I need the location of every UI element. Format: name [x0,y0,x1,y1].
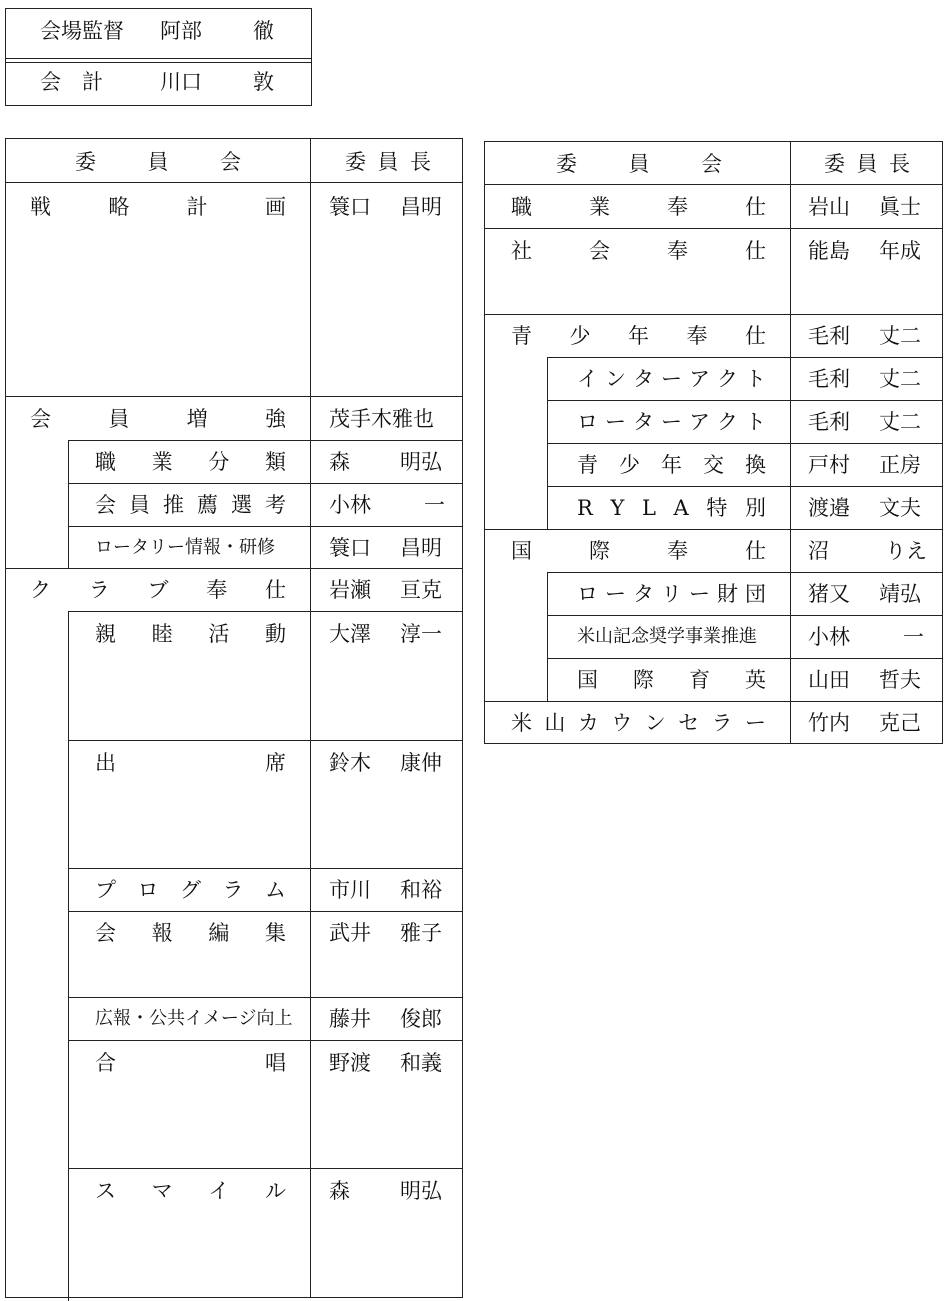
left-row-line [68,1040,463,1041]
staff-surname-venue: 阿部 [160,19,202,43]
right-row-line [547,615,943,616]
left-table [5,138,463,1298]
committee-name: 会 員 推 薦 選 考 [95,493,286,517]
staff-given-treasurer: 敦 [253,70,274,94]
right-row-line [547,486,943,487]
chair-surname: 市川 [329,878,371,902]
committee-name: 青 少 年 交 換 [577,453,766,477]
chair-surname: 野渡 [329,1051,371,1075]
left-header-line [5,182,463,183]
chair-given: 淳一 [400,622,442,646]
committee-name: 戦 略 計 画 [30,195,286,219]
right-row-line [484,314,943,315]
chair-given: 正房 [879,453,921,477]
chair-surname: 森 [329,1179,350,1203]
chair-given: 和義 [400,1051,442,1075]
staff-role-treasurer: 会 計 [40,70,103,94]
left-row-line [68,483,463,484]
committee-name: 青 少 年 奉 仕 [511,324,766,348]
chair-surname: 小林 [808,625,850,649]
committee-name: 国 際 育 英 [577,668,766,692]
chair-surname: 鈴木 [329,751,371,775]
right-row-line [547,658,943,659]
chair-surname: 山田 [808,668,850,692]
chair-given: 明弘 [400,450,442,474]
chair-given: 雅子 [400,921,442,945]
chair-surname: 沼 [808,539,829,563]
committee-name: 国 際 奉 仕 [511,539,766,563]
left-row-line [68,1168,463,1169]
chair-surname: 竹内 [808,711,850,735]
chair-surname: 藤井 [329,1007,371,1031]
committee-name: ロ ー タ リ ー 財 団 [577,582,766,606]
left-row-line [5,568,463,569]
left-chair-col-line [310,138,311,1298]
left-row-line [68,997,463,998]
staff-surname-treasurer: 川口 [160,70,202,94]
committee-name: 会 員 増 強 [30,407,286,431]
chair-surname: 小林 [329,493,371,517]
staff-divider-2 [5,62,312,63]
chair-surname: 能島 [808,239,850,263]
staff-divider [5,58,312,59]
committee-name: 合 唱 [95,1051,286,1075]
chair-surname: 大澤 [329,622,371,646]
chair-given: 年成 [879,239,921,263]
chair-given: 康伸 [400,751,442,775]
chair-surname: 武井 [329,921,371,945]
chair-given: 丈二 [879,324,921,348]
right-header-committee: 委 員 会 [556,152,722,176]
chair-surname: 毛利 [808,324,850,348]
left-header-committee: 委 員 会 [75,150,241,174]
committee-name: 社 会 奉 仕 [511,239,766,263]
staff-role-venue: 会場監督 [40,19,124,43]
chair-surname: 簑口 [329,195,371,219]
chair-given: 一 [424,493,445,517]
committee-name: ロ ー タ ー ア ク ト [577,410,766,434]
committee-name: 職 業 分 類 [95,450,286,474]
committee-name: R Y L A 特 別 [577,496,766,520]
chair-given: りえ [885,539,927,563]
left-sub-indent-line-1 [68,440,69,568]
committee-name: イ ン タ ー ア ク ト [577,367,766,391]
committee-name: ロータリー情報・研修 [95,537,275,558]
committee-name: 米山記念奨学事業推進 [577,626,757,647]
right-row-line [547,400,943,401]
right-row-line [484,529,943,530]
chair-fullname: 茂手木雅也 [329,407,434,431]
staff-given-venue: 徹 [253,19,274,43]
right-row-line [484,228,943,229]
committee-name: 職 業 奉 仕 [511,195,766,219]
chair-given: 昌明 [400,195,442,219]
left-header-chair: 委 員 長 [345,150,431,174]
left-row-line [68,740,463,741]
right-header-line [484,184,943,185]
chair-given: 昌明 [400,536,442,560]
committee-name: 広報・公共イメージ向上 [95,1008,293,1029]
right-row-line [547,443,943,444]
chair-given: 丈二 [879,367,921,391]
chair-given: 一 [903,625,924,649]
left-row-line [68,526,463,527]
left-row-line [5,396,463,397]
committee-name: ク ラ ブ 奉 仕 [30,578,286,602]
committee-name: プ ロ グ ラ ム [95,878,286,902]
chair-surname: 簑口 [329,536,371,560]
left-sub-indent-line-2 [68,611,69,1301]
left-row-line [68,611,463,612]
chair-given: 明弘 [400,1179,442,1203]
committee-name: 米 山 カ ウ ン セ ラ ー [511,711,766,735]
right-sub-indent-line-2 [547,572,548,702]
left-row-line [68,868,463,869]
left-row-line [68,440,463,441]
committee-name: 親 睦 活 動 [95,622,286,646]
committee-name: 会 報 編 集 [95,921,286,945]
left-row-line [68,911,463,912]
right-row-line [547,572,943,573]
chair-given: 克己 [879,711,921,735]
right-row-line [547,357,943,358]
chair-surname: 渡邉 [808,496,850,520]
chair-given: 靖弘 [879,582,921,606]
chair-surname: 森 [329,450,350,474]
committee-name: ス マ イ ル [95,1179,286,1203]
right-header-chair: 委 員 長 [824,152,910,176]
chair-given: 亘克 [400,578,442,602]
chair-given: 眞士 [879,195,921,219]
chair-surname: 猪又 [808,582,850,606]
chair-given: 和裕 [400,878,442,902]
chair-surname: 岩瀬 [329,578,371,602]
chair-given: 丈二 [879,410,921,434]
chair-surname: 戸村 [808,453,850,477]
chair-given: 俊郎 [400,1007,442,1031]
committee-name: 出 席 [95,751,286,775]
chair-given: 哲夫 [879,668,921,692]
right-row-line [484,701,943,702]
chair-surname: 毛利 [808,410,850,434]
chair-given: 文夫 [879,496,921,520]
chair-surname: 毛利 [808,367,850,391]
chair-surname: 岩山 [808,195,850,219]
